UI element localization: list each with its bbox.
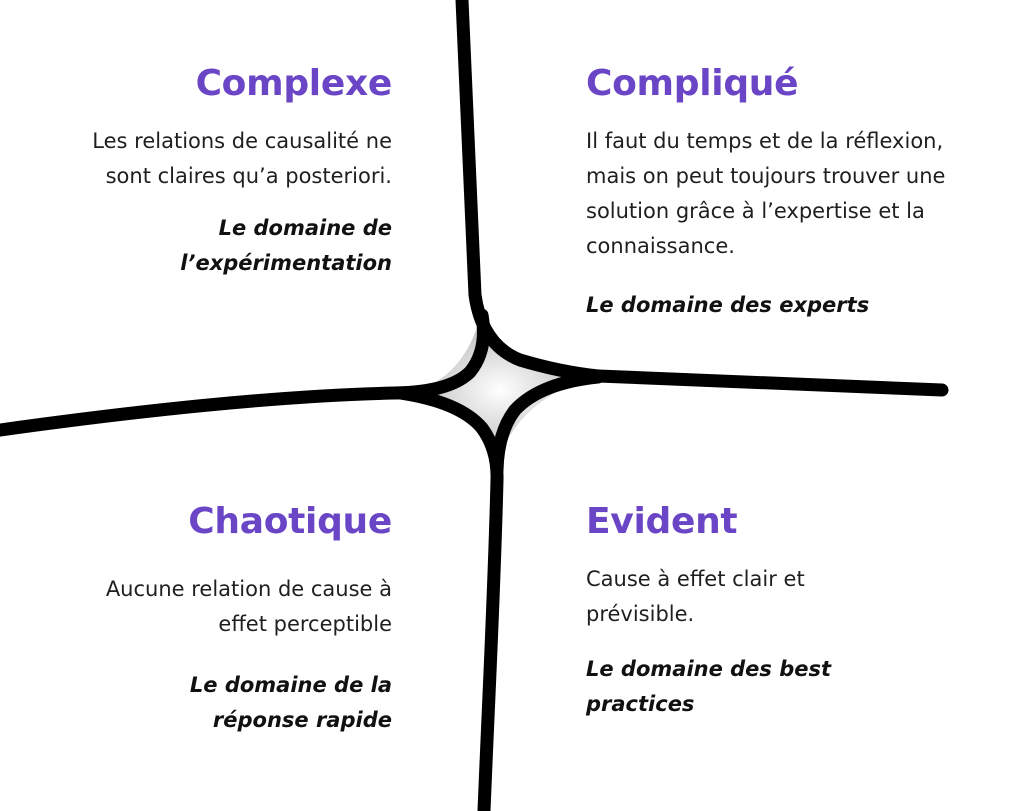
evident-domain-line: Le domaine des best xyxy=(586,657,832,681)
chaotique-desc-line: effet perceptible xyxy=(218,612,392,636)
complexe-domain xyxy=(22,211,392,281)
complexe-desc-line: Les relations de causalité ne xyxy=(92,129,392,153)
right-divider-line xyxy=(598,376,942,390)
complique-desc-line: Il faut du temps et de la réflexion, xyxy=(586,129,944,153)
evident-description xyxy=(586,562,1016,632)
evident-title: Evident xyxy=(586,501,738,542)
evident-desc-line: Cause à effet clair et xyxy=(586,567,805,591)
complexe-description xyxy=(22,124,392,194)
quadrant-chaotique xyxy=(22,500,392,738)
quadrant-complexe xyxy=(22,62,392,281)
complique-domain-line: Le domaine des experts xyxy=(586,293,870,317)
complique-desc-line: connaissance. xyxy=(586,234,735,258)
bottom-divider-line xyxy=(400,393,497,811)
complexe-desc-line: sont claires qu’a posteriori. xyxy=(105,164,392,188)
chaotique-domain-line: réponse rapide xyxy=(212,708,392,732)
complique-title: Compliqué xyxy=(586,63,799,104)
complexe-title: Complexe xyxy=(195,63,392,104)
chaotique-description xyxy=(22,572,392,642)
complexe-domain-line: Le domaine de xyxy=(218,216,392,240)
quadrant-complique xyxy=(586,62,1016,323)
complique-domain xyxy=(586,288,1016,323)
chaotique-domain-line: Le domaine de la xyxy=(189,673,392,697)
evident-desc-line: prévisible. xyxy=(586,602,695,626)
complexe-domain-line: l’expérimentation xyxy=(180,251,392,275)
evident-domain-line: practices xyxy=(586,692,695,716)
complique-desc-line: solution grâce à l’expertise et la xyxy=(586,199,925,223)
chaotique-desc-line: Aucune relation de cause à xyxy=(105,577,392,601)
complique-desc-line: mais on peut toujours trouver une xyxy=(586,164,946,188)
left-divider-line xyxy=(0,315,484,430)
quadrant-evident xyxy=(586,500,1016,722)
chaotique-domain xyxy=(22,668,392,738)
complique-description xyxy=(586,124,1016,264)
chaotique-title: Chaotique xyxy=(188,501,392,542)
evident-domain xyxy=(586,652,1016,722)
